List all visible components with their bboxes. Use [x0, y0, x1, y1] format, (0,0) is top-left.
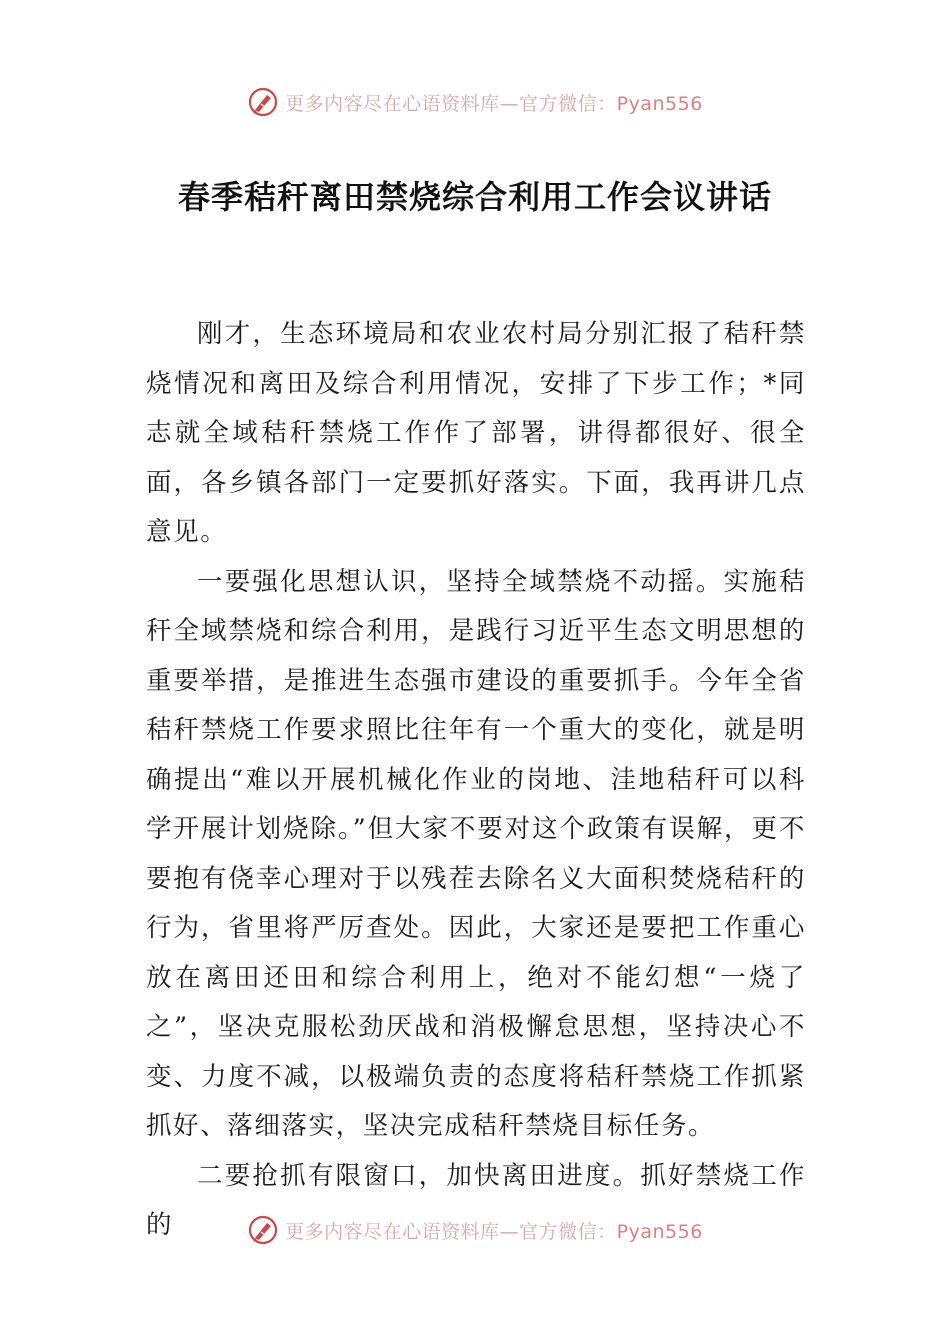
pen-nib-logo-icon	[247, 86, 279, 118]
watermark-text	[285, 1217, 703, 1244]
document-body	[146, 310, 806, 1251]
paragraph: 一要强化思想认识，坚持全域禁烧不动摇。实施秸秆全域禁烧和综合利用，是践行习近平生态文明思想的重要举措，是推进生态强市建设的重要抓手。今年全省秸秆禁烧工作要求照比往年有一个重大的变化，就是明确提出“难以开展机械化作业的岗地、洼地秸秆可以科学开展计划烧除。”但大家不要对这个政策有误解，更不要抱有侥幸心理对于以残茬去除名义大面积焚烧秸秆的行为，省里将严厉查处。因此，大家还是要把工作重心放在离田还田和综合利用上，绝对不能幻想“一烧了之”，坚决克服松劲厌战和消极懈怠思想，坚持决心不变、力度不减，以极端负责的态度将秸秆禁烧工作抓紧抓好、落细落实，坚决完成秸秆禁烧目标任务。	[146, 566, 806, 1141]
paragraph: 二要抢抓有限窗口，加快离田进度。抓好禁烧工作的	[146, 1160, 806, 1240]
document-title: 春季秸秆离田禁烧综合利用工作会议讲话	[177, 178, 772, 216]
watermark-site-text: 更多内容尽在心语资料库—官方微信：	[285, 92, 617, 115]
header-watermark-banner	[0, 82, 950, 122]
watermark-site-text: 更多内容尽在心语资料库—官方微信：	[285, 1220, 617, 1243]
watermark-text	[285, 89, 703, 116]
pen-nib-logo-icon	[247, 1214, 279, 1246]
watermark-wechat-id: Pyan556	[616, 92, 703, 115]
footer-watermark-banner	[0, 1210, 950, 1250]
watermark-wechat-id: Pyan556	[616, 1220, 703, 1243]
paragraph: 刚才，生态环境局和农业农村局分别汇报了秸秆禁烧情况和离田及综合利用情况，安排了下步工作；*同志就全域秸秆禁烧工作作了部署，讲得都很好、很全面，各乡镇各部门一定要抓好落实。下面，我再讲几点意见。	[146, 319, 806, 547]
